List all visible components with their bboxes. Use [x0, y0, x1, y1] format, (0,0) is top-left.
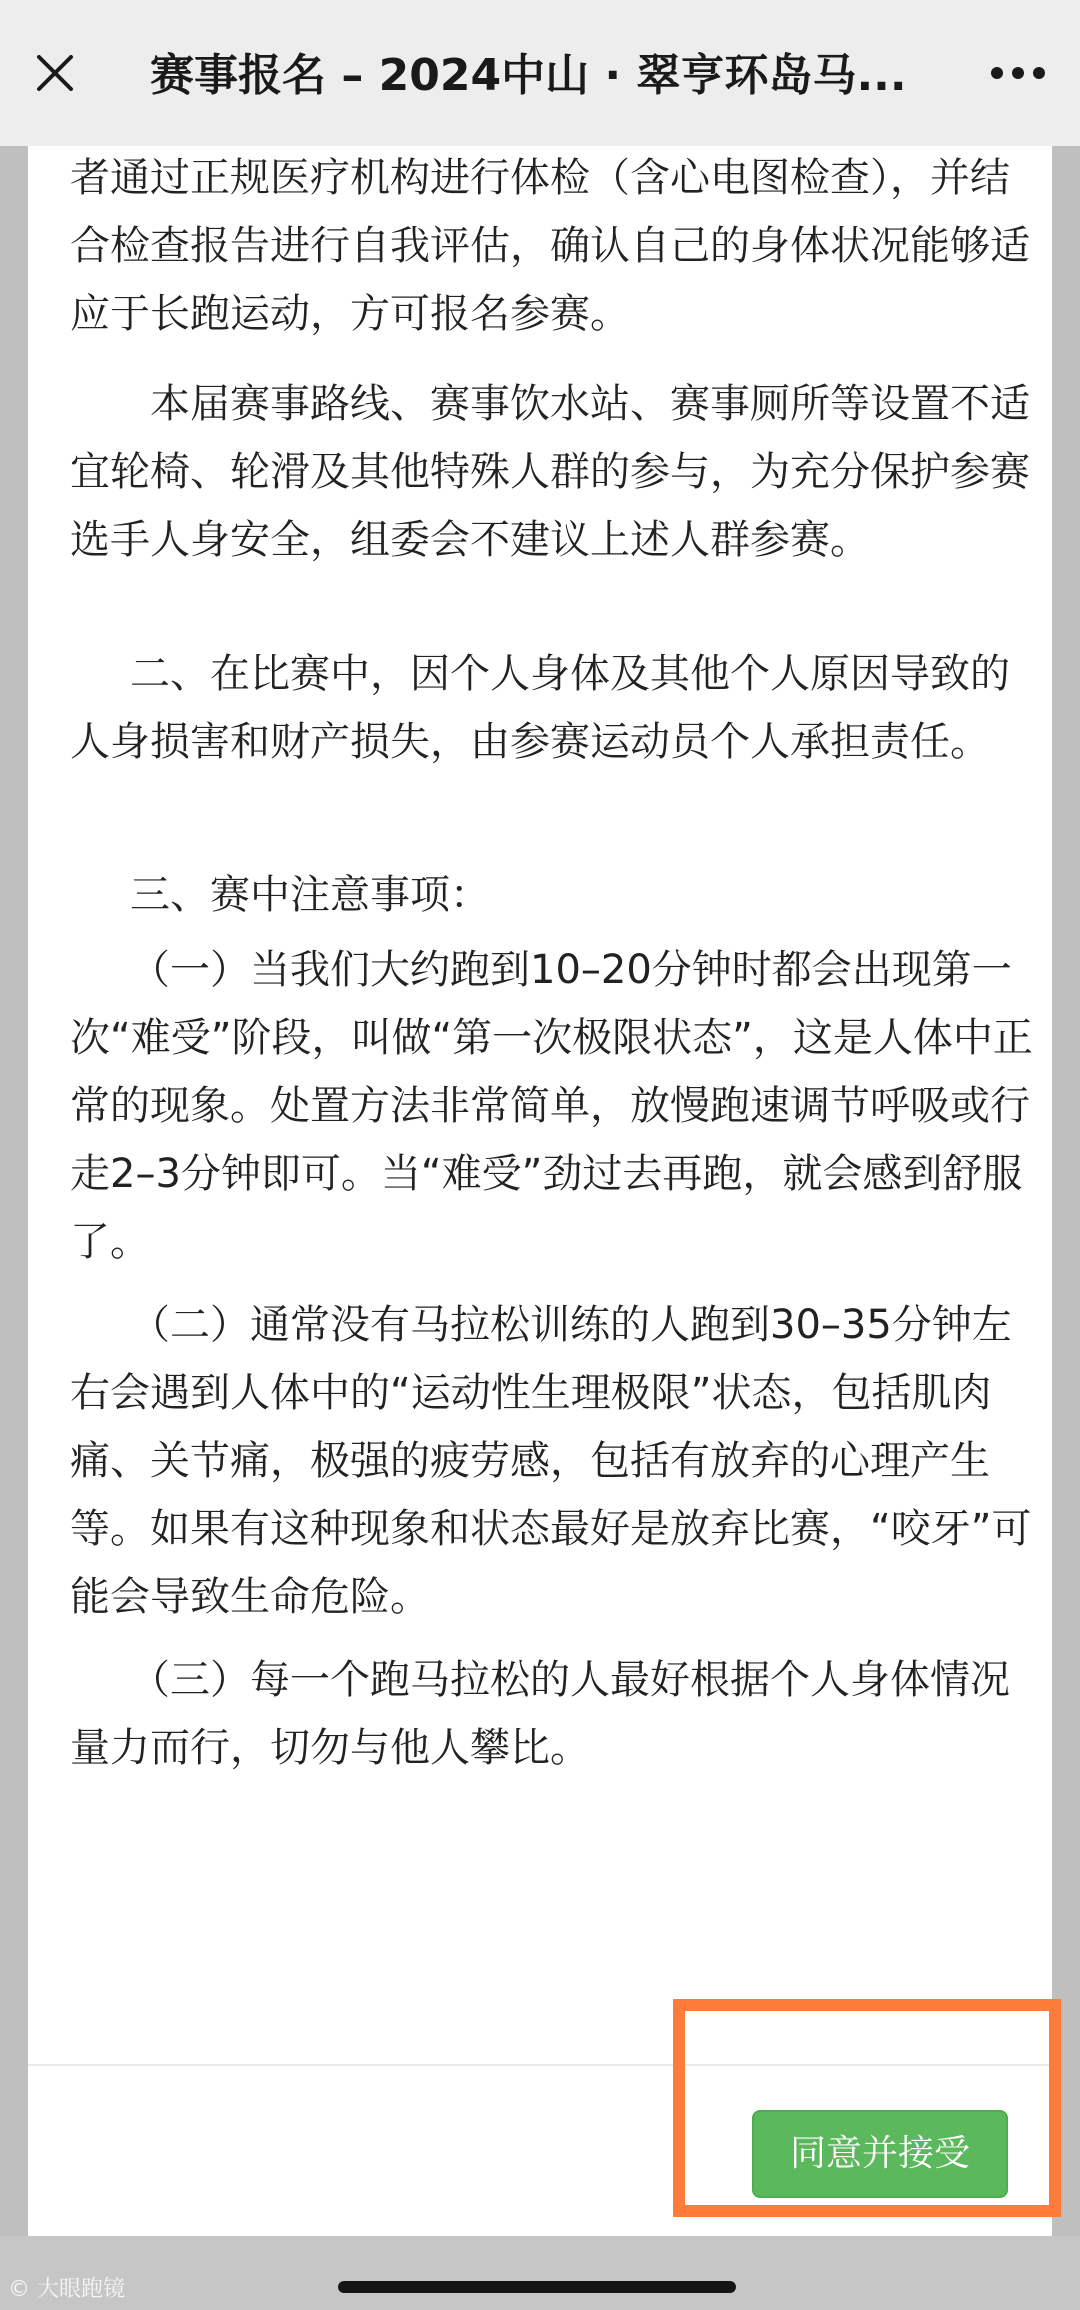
close-button[interactable] — [22, 40, 88, 106]
agreement-item-3: （三）每一个跑马拉松的人最好根据个人身体情况量力而行，切勿与他人攀比。 — [70, 1657, 1010, 1771]
bottom-safe-area — [0, 2236, 1080, 2310]
agreement-paragraph-3: 二、在比赛中，因个人身体及其他个人原因导致的人身损害和财产损失，由参赛运动员个人承担责任。 — [70, 651, 1010, 765]
agreement-dialog — [28, 146, 1052, 2236]
agree-and-accept-button[interactable]: 同意并接受 — [752, 2110, 1008, 2198]
watermark-text: 大眼跑镜 — [37, 2277, 126, 2302]
page-title: 赛事报名 – 2024中山 · 翠亨环岛马... — [150, 50, 907, 101]
agreement-item-2: （二）通常没有马拉松训练的人跑到30–35分钟左右会遇到人体中的“运动性生理极限”状态，包括肌肉痛、关节痛，极强的疲劳感，包括有放弃的心理产生等。如果有这种现象和状态最好是放弃比赛，“咬牙”可能会导致生命危险。 — [70, 1302, 1032, 1620]
agreement-section-heading: 三、赛中注意事项： — [130, 872, 490, 918]
more-horizontal-icon — [990, 66, 1046, 80]
watermark-logo-icon: © — [8, 2277, 30, 2302]
watermark — [8, 2272, 125, 2303]
agreement-item-1: （一）当我们大约跑到10–20分钟时都会出现第一次“难受”阶段，叫做“第一次极限状态”，这是人体中正常的现象。处置方法非常简单，放慢跑速调节呼吸或行走2–3分钟即可。当“难受”劲过去再跑，就会感到舒服了。 — [70, 947, 1033, 1265]
agreement-text-area[interactable] — [28, 146, 1052, 2062]
more-button[interactable] — [978, 40, 1058, 106]
agreement-paragraph-2: 本届赛事路线、赛事饮水站、赛事厕所等设置不适宜轮椅、轮滑及其他特殊人群的参与，为充分保护参赛选手人身安全，组委会不建议上述人群参赛。 — [70, 381, 1030, 563]
highlight-annotation — [673, 1999, 1061, 2217]
agreement-paragraph-1: 者通过正规医疗机构进行体检（含心电图检查），并结合检查报告进行自我评估，确认自己的身体状况能够适应于长跑运动，方可报名参赛。 — [70, 155, 1030, 337]
home-indicator[interactable] — [338, 2281, 736, 2293]
close-icon — [35, 53, 75, 93]
top-navigation-bar — [0, 0, 1080, 146]
